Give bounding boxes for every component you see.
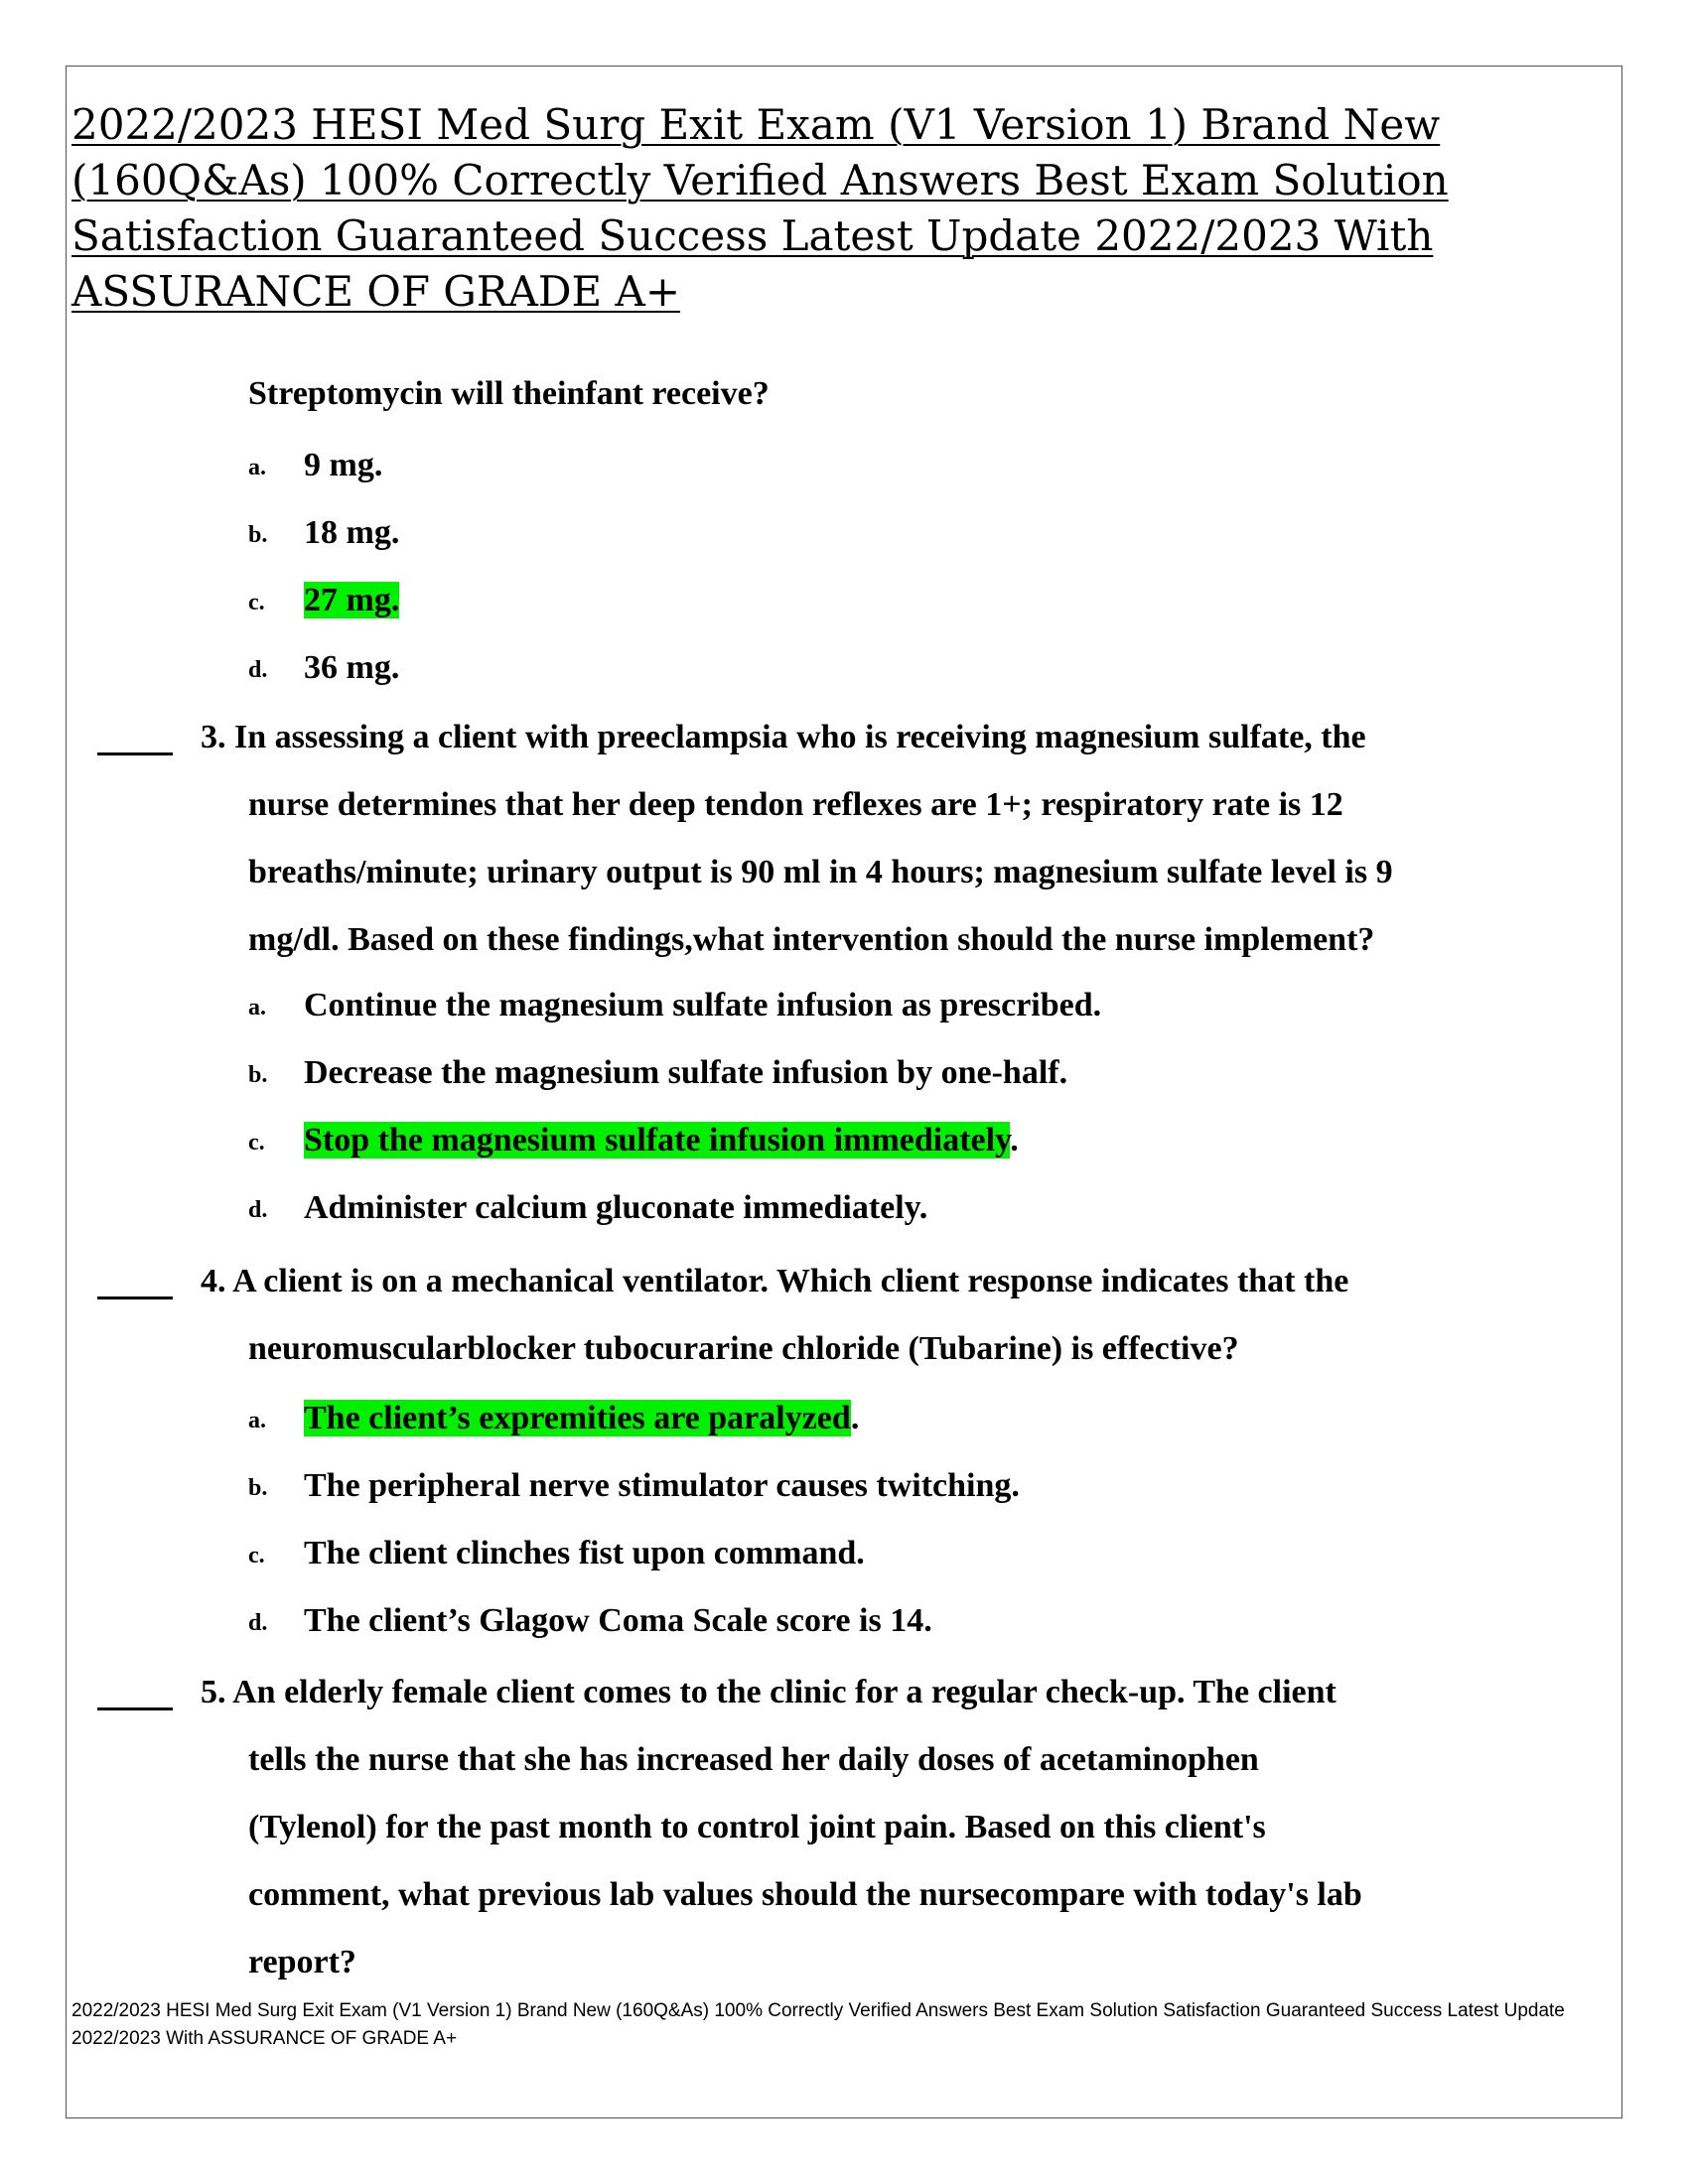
q2-option-a-letter: a.	[248, 455, 266, 480]
q4-stem-line-1: 4. A client is on a mechanical ventilator. Which client response indicates that the	[201, 1263, 1349, 1299]
q3-option-a-letter: a.	[248, 995, 266, 1021]
q4-option-a-correct: The client’s expremities are paralyzed.	[304, 1400, 860, 1436]
q3-option-d-letter: d.	[248, 1197, 268, 1223]
q4-answer-blank	[97, 1297, 173, 1299]
q4-option-c: The client clinches fist upon command.	[304, 1535, 865, 1571]
q2-option-b-letter: b.	[248, 522, 268, 548]
q3-stem-line-3: breaths/minute; urinary output is 90 ml in 4 hours; magnesium sulfate level is 9	[248, 854, 1393, 890]
q5-stem-line-4: comment, what previous lab values should the nursecompare with today's lab	[248, 1876, 1362, 1913]
q4-option-b: The peripheral nerve stimulator causes twitching.	[304, 1467, 1020, 1504]
q4-stem-line-2: neuromuscularblocker tubocurarine chloride (Tubarine) is effective?	[248, 1330, 1239, 1367]
q2-option-c-letter: c.	[248, 590, 265, 615]
q3-option-a: Continue the magnesium sulfate infusion as prescribed.	[304, 987, 1102, 1024]
q3-option-c-letter: c.	[248, 1130, 265, 1156]
q3-answer-blank	[97, 752, 173, 755]
q5-answer-blank	[97, 1707, 173, 1710]
q4-option-b-letter: b.	[248, 1475, 268, 1501]
q3-stem-line-2: nurse determines that her deep tendon reflexes are 1+; respiratory rate is 12	[248, 786, 1343, 823]
q4-option-a-letter: a.	[248, 1408, 266, 1433]
document-title: 2022/2023 HESI Med Surg Exit Exam (V1 Version 1) Brand New (160Q&As) 100% Correctly Verified Answers Best Exam Solution Satisfaction Guaranteed Success Latest Update 2022/2023 With ASSURANCE OF GRADE A+	[71, 100, 1449, 316]
q5-stem-line-1: 5. An elderly female client comes to the clinic for a regular check-up. The client	[201, 1674, 1336, 1710]
q4-option-c-letter: c.	[248, 1543, 265, 1569]
q2-option-d: 36 mg.	[304, 649, 400, 686]
correct-answer-highlight: Stop the magnesium sulfate infusion immediately	[304, 1122, 1011, 1159]
q2-stem-tail: Streptomycin will theinfant receive?	[248, 375, 770, 412]
q3-option-b-letter: b.	[248, 1062, 268, 1088]
correct-answer-highlight: The client’s expremities are paralyzed	[304, 1400, 851, 1436]
q2-option-d-letter: d.	[248, 657, 268, 683]
q5-stem-line-5: report?	[248, 1944, 356, 1980]
q3-stem-line-4: mg/dl. Based on these findings,what intervention should the nurse implement?	[248, 921, 1375, 958]
q3-option-b: Decrease the magnesium sulfate infusion by one-half.	[304, 1054, 1068, 1091]
q4-option-d: The client’s Glagow Coma Scale score is 14.	[304, 1602, 932, 1639]
q2-option-c-correct	[304, 582, 399, 619]
correct-answer-highlight: 27 mg.	[304, 582, 400, 618]
q2-option-a: 9 mg.	[304, 447, 383, 483]
q5-stem-line-2: tells the nurse that she has increased her daily doses of acetaminophen	[248, 1741, 1259, 1778]
q4-option-d-letter: d.	[248, 1610, 268, 1636]
q3-option-d: Administer calcium gluconate immediately.	[304, 1189, 928, 1226]
page-footer: 2022/2023 HESI Med Surg Exit Exam (V1 Version 1) Brand New (160Q&As) 100% Correctly Verified Answers Best Exam Solution Satisfaction Guaranteed Success Latest Update 2022/2023 With ASSURANCE OF GRADE A+	[71, 2000, 1565, 2049]
q5-stem-line-3: (Tylenol) for the past month to control joint pain. Based on this client's	[248, 1809, 1266, 1845]
q3-option-c-correct: Stop the magnesium sulfate infusion immediately.	[304, 1122, 1019, 1159]
q2-option-b: 18 mg.	[304, 514, 400, 551]
q3-stem-line-1: 3. In assessing a client with preeclampsia who is receiving magnesium sulfate, the	[201, 719, 1366, 755]
